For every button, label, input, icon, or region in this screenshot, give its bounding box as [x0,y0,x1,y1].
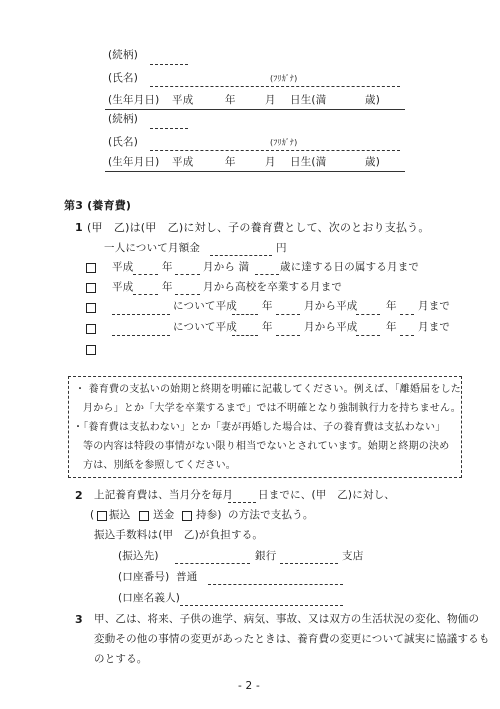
method-bring-label: 持参) [196,509,222,521]
method-transfer-checkbox[interactable] [97,511,107,521]
holder-label: (口座名義人) [118,592,181,604]
birth-label: (生年月日) [108,156,160,168]
section-heading: 第3 (養育費) [64,199,132,212]
year-unit: 年 [225,156,236,168]
option2-until-graduation: 月から高校を卒業する月まで [203,281,343,293]
note-line: 等の内容は特段の事情がない限り相当でないとされています。始期と終期の決め [83,441,450,452]
yen-unit: 円 [276,242,287,254]
option3-year-unit: 年 [262,300,273,312]
note-line: ・「養育費は支払わない」とか「妻が再婚した場合は、子の養育費は支払わない」 [73,422,446,433]
item3-line: 甲、乙は、将来、子供の進学、病気、事故、又は双方の生活状況の変化、物価の [94,613,480,625]
option-checkbox-3[interactable] [86,303,96,313]
item3-line: のとする。 [94,653,148,665]
branch-unit: 支店 [342,550,364,562]
option3-from-year-field[interactable] [232,314,258,315]
option3-child-field[interactable] [112,314,170,315]
birth-underline [105,109,405,110]
option4-to-year-field[interactable] [356,335,380,336]
option1-until: 歳に達する日の属する月まで [280,261,420,273]
option2-month-field[interactable] [175,294,200,295]
era-label: 平成 [172,94,194,106]
option1-month-field[interactable] [175,274,200,275]
name-field[interactable] [150,86,400,87]
furigana-label: (ﾌﾘｶﾞﾅ) [270,74,298,83]
option4-child-field[interactable] [112,335,170,336]
note-line: ・ 養育費の支払いの始期と終期を明確に記載してください。例えば、「離婚届をした [75,384,461,395]
account-type: 普通 [176,571,198,583]
option4-to-era: 月から平成 [304,321,358,333]
note-box [68,376,462,478]
bank-unit: 銀行 [255,550,277,562]
option1-year-unit: 年 [162,261,173,273]
month-unit: 月 [265,94,276,106]
option1-age-field[interactable] [255,274,279,275]
item2-text-b: 日までに、(甲 乙)に対し、 [258,489,395,501]
option1-year-field[interactable] [133,274,158,275]
birth-label: (生年月日) [108,94,160,106]
age-unit: 歳) [365,156,380,168]
day-label: 日生(満 [290,156,327,168]
option-checkbox-2[interactable] [86,283,96,293]
method-bring-checkbox[interactable] [182,511,192,521]
option4-from-era: について平成 [173,321,237,333]
option1-from-age: 月から 満 [203,261,250,273]
relation-field[interactable] [150,128,188,129]
methods-open: ( [90,509,95,521]
methods-tail: の方法で支払う。 [228,509,314,521]
item-number-1: 1 [75,221,83,234]
item-number-3: 3 [75,613,83,626]
month-unit: 月 [265,156,276,168]
relation-label: (続柄) [108,49,138,61]
option4-year-unit: 年 [262,321,273,333]
name-label: (氏名) [108,72,138,84]
item1-text: (甲 乙)は(甲 乙)に対し、子の養育費として、次のとおり支払う。 [87,221,430,234]
option3-from-era: について平成 [173,300,237,312]
option4-to-month-field[interactable] [400,335,414,336]
option4-from-month-field[interactable] [276,335,300,336]
method-transfer-label: 振込 [109,509,131,521]
monthly-amount-field[interactable] [210,255,272,256]
year-unit: 年 [225,94,236,106]
method-remit-label: 送金 [153,509,175,521]
option4-from-year-field[interactable] [232,335,258,336]
bank-label: (振込先) [118,550,159,562]
birth-underline [105,171,405,172]
furigana-label: (ﾌﾘｶﾞﾅ) [270,138,298,147]
name-label: (氏名) [108,136,138,148]
option3-to-month-field[interactable] [400,314,414,315]
option-checkbox-4[interactable] [86,324,96,334]
bank-name-field[interactable] [175,563,250,564]
era-label: 平成 [172,156,194,168]
option2-year-unit: 年 [162,281,173,293]
branch-name-field[interactable] [280,563,338,564]
payment-day-field[interactable] [228,502,256,503]
option3-to-month-unit: 月まで [418,300,451,312]
account-label: (口座番号) [118,571,170,583]
item-number-2: 2 [75,489,83,502]
option4-to-year-unit: 年 [386,321,397,333]
option3-to-year-field[interactable] [356,314,380,315]
option-checkbox-1[interactable] [86,263,96,273]
day-label: 日生(満 [290,94,327,106]
fee-line: 振込手数料は(甲 乙)が負担する。 [94,529,264,541]
option3-to-era: 月から平成 [304,300,358,312]
option3-to-year-unit: 年 [386,300,397,312]
option3-from-month-field[interactable] [276,314,300,315]
relation-label: (続柄) [108,113,138,125]
note-line: 方は、別紙を参照してください。 [83,460,236,471]
page-number: - 2 - [238,680,260,692]
option2-year-field[interactable] [133,294,158,295]
option-checkbox-5[interactable] [86,345,96,355]
option1-era: 平成 [112,261,134,273]
name-field[interactable] [150,150,400,151]
account-number-field[interactable] [208,584,343,585]
item2-text-a: 上記養育費は、当月分を毎月 [94,489,234,501]
option4-to-month-unit: 月まで [418,321,451,333]
account-holder-field[interactable] [180,605,343,606]
monthly-amount-label: 一人について月額金 [104,242,201,254]
age-unit: 歳) [365,94,380,106]
item3-line: 変動その他の事情の変更があったときは、養育費の変更について誠実に協議するも [94,633,490,645]
note-line: 月から」とか「大学を卒業するまで」では不明確となり強制執行力を持ちません。 [83,403,461,414]
method-remit-checkbox[interactable] [139,511,149,521]
relation-field[interactable] [150,64,188,65]
option2-era: 平成 [112,281,134,293]
